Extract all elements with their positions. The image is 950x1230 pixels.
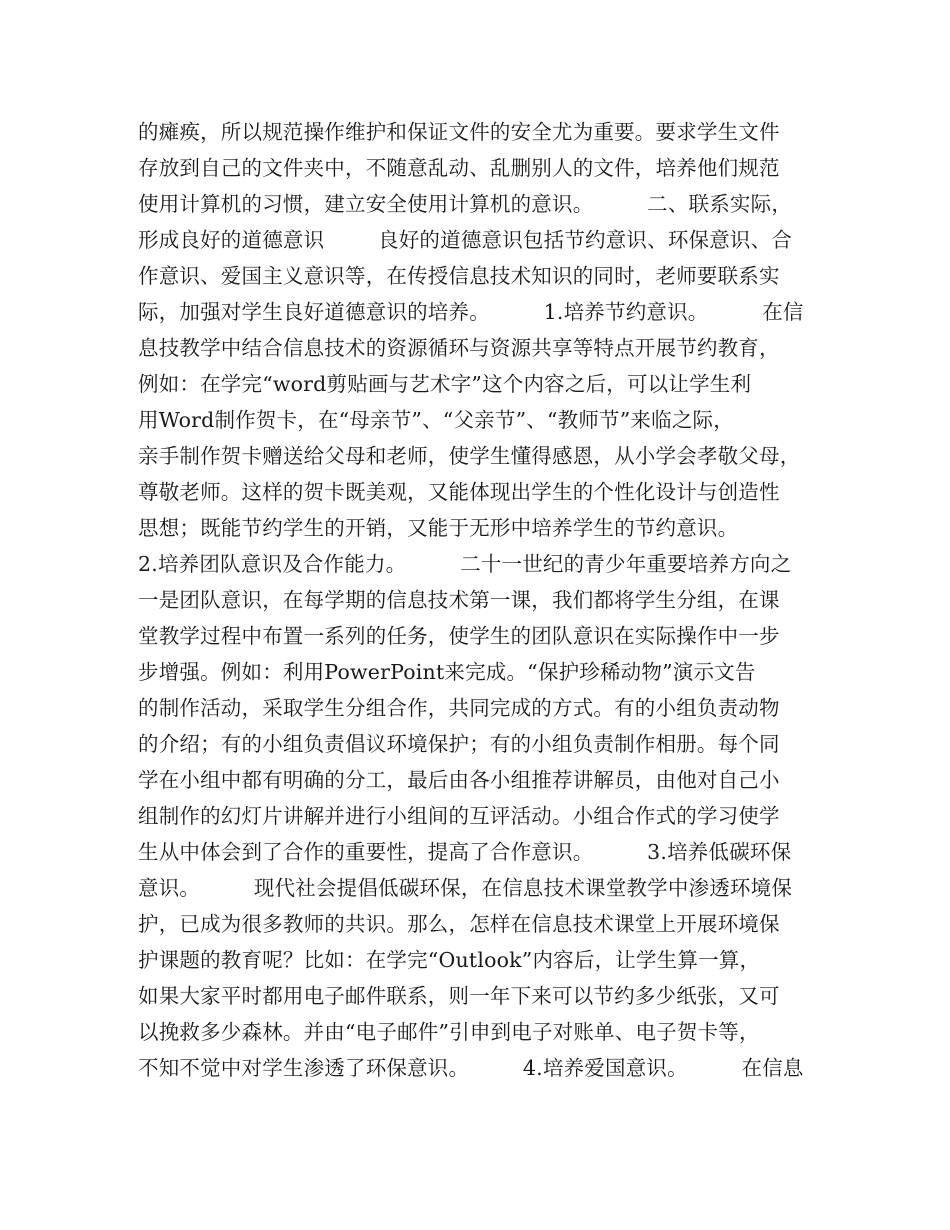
text-line: 护，已成为很多教师的共识。那么，怎样在信息技术课堂上开展环境保 xyxy=(138,912,780,936)
text-line: 存放到自己的文件夹中，不随意乱动、乱删别人的文件，培养他们规范 xyxy=(138,156,780,180)
text-line: 的介绍；有的小组负责倡议环境保护；有的小组负责制作相册。每个同 xyxy=(138,732,780,756)
text-line: 组制作的幻灯片讲解并进行小组间的互评活动。小组合作式的学习使学 xyxy=(138,804,780,828)
text-line: 例如：在学完“word剪贴画与艺术字”这个内容之后，可以让学生利 xyxy=(138,372,752,396)
body-text xyxy=(138,114,838,1086)
text-line: 意识。 现代社会提倡低碳环保，在信息技术课堂教学中渗透环境保 xyxy=(138,876,793,900)
text-line: 使用计算机的习惯，建立安全使用计算机的意识。 二、联系实际， xyxy=(138,192,793,216)
text-line: 2.培养团队意识及合作能力。 二十一世纪的青少年重要培养方向之 xyxy=(138,552,792,576)
text-line: 一是团队意识，在每学期的信息技术第一课，我们都将学生分组，在课 xyxy=(138,588,780,612)
text-line: 尊敬老师。这样的贺卡既美观，又能体现出学生的个性化设计与创造性 xyxy=(138,480,780,504)
text-line: 的制作活动，采取学生分组合作，共同完成的方式。有的小组负责动物 xyxy=(138,696,780,720)
text-line: 亲手制作贺卡赠送给父母和老师，使学生懂得感恩，从小学会孝敬父母， xyxy=(138,444,801,468)
text-line: 护课题的教育呢？比如：在学完“Outlook”内容后，让学生算一算， xyxy=(138,948,761,972)
text-line: 步增强。例如：利用PowerPoint来完成。“保护珍稀动物”演示文告 xyxy=(138,660,756,684)
text-line: 学在小组中都有明确的分工，最后由各小组推荐讲解员，由他对自己小 xyxy=(138,768,780,792)
text-line: 如果大家平时都用电子邮件联系，则一年下来可以节约多少纸张，又可 xyxy=(138,984,780,1008)
text-line: 作意识、爱国主义意识等，在传授信息技术知识的同时，老师要联系实 xyxy=(138,264,780,288)
text-line: 际，加强对学生良好道德意识的培养。 1.培养节约意识。 在信 xyxy=(138,300,804,324)
text-line: 息技教学中结合信息技术的资源循环与资源共享等特点开展节约教育， xyxy=(138,336,780,360)
text-line: 形成良好的道德意识 良好的道德意识包括节约意识、环保意识、合 xyxy=(138,228,793,252)
text-line: 思想；既能节约学生的开销，又能于无形中培养学生的节约意识。 xyxy=(138,516,739,540)
text-line: 不知不觉中对学生渗透了环保意识。 4.培养爱国意识。 在信息 xyxy=(138,1056,804,1080)
text-line: 堂教学过程中布置一系列的任务，使学生的团队意识在实际操作中一步 xyxy=(138,624,780,648)
text-line: 以挽救多少森林。并由“电子邮件”引申到电子对账单、电子贺卡等， xyxy=(138,1020,760,1044)
text-line: 用Word制作贺卡，在“母亲节”、“父亲节”、“教师节”来临之际， xyxy=(138,408,734,432)
text-line: 生从中体会到了合作的重要性，提高了合作意识。 3.培养低碳环保 xyxy=(138,840,792,864)
text-line: 的瘫痪，所以规范操作维护和保证文件的安全尤为重要。要求学生文件 xyxy=(138,120,780,144)
